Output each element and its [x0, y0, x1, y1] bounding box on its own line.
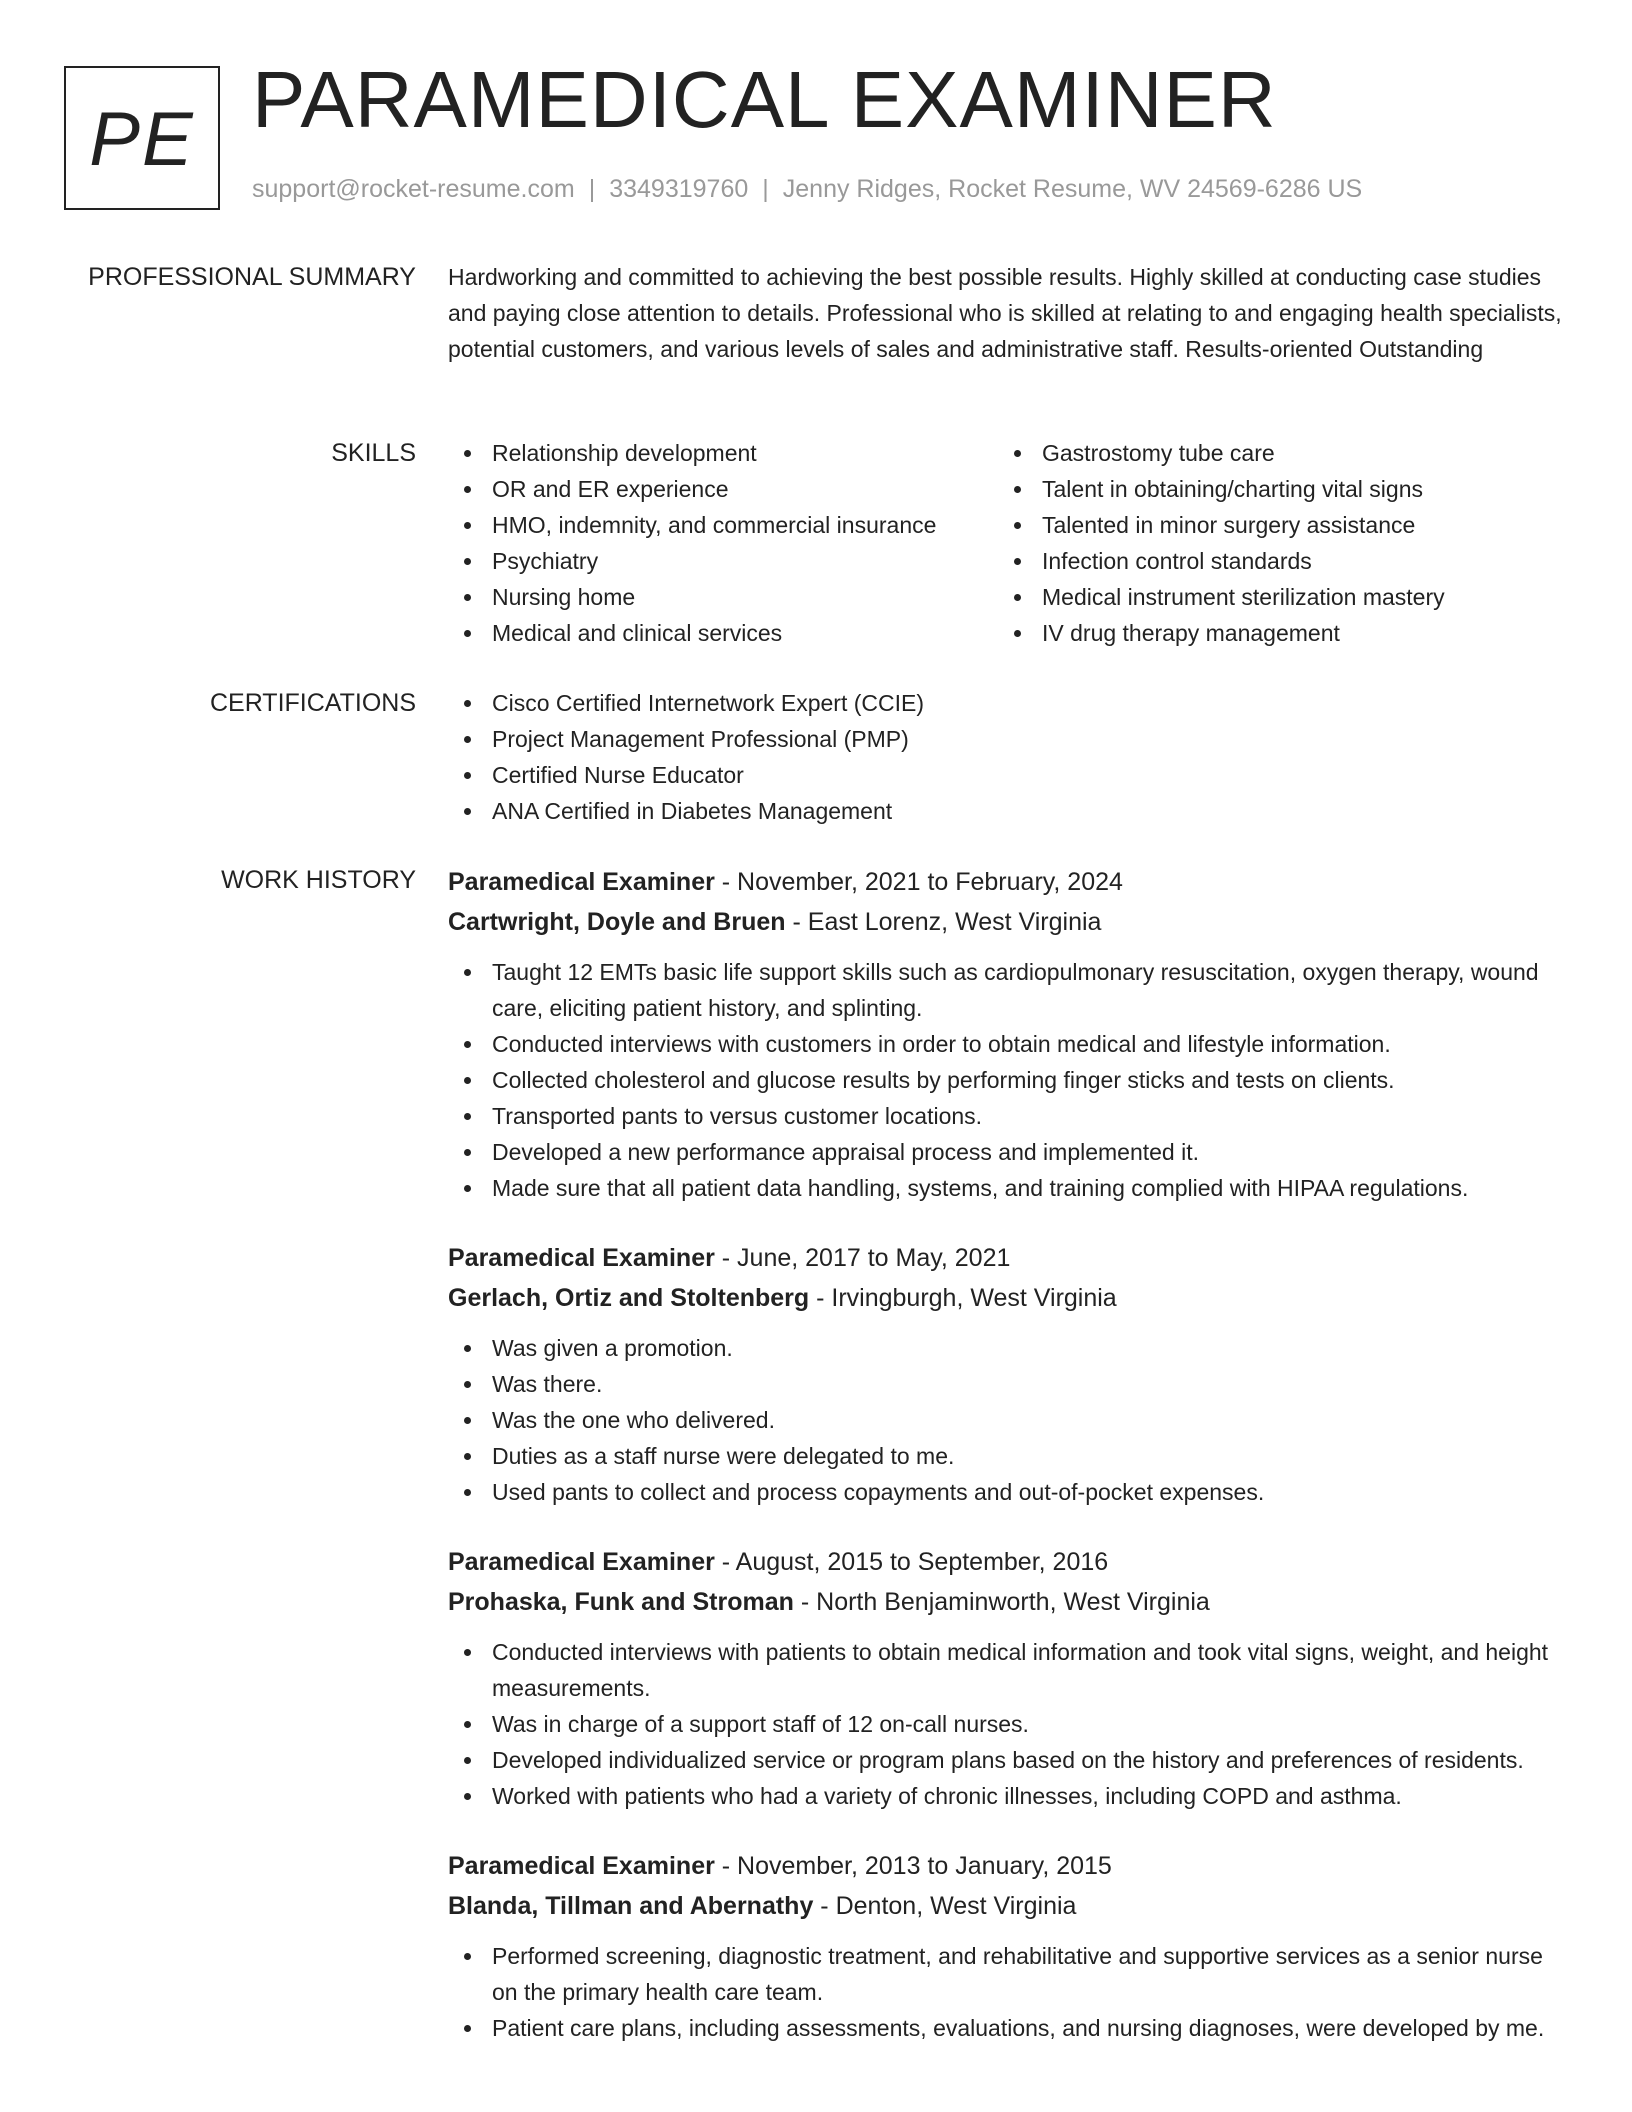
skill-item: Gastrostomy tube care — [998, 435, 1548, 471]
job-company-line — [448, 1886, 1564, 1926]
job-entry — [448, 862, 1564, 1206]
contact-phone: 3349319760 — [609, 175, 749, 203]
job-dates: - November, 2021 to February, 2024 — [714, 868, 1123, 896]
job-company-line — [448, 1582, 1564, 1622]
job-duties-list — [448, 1330, 1564, 1510]
job-company-line — [448, 902, 1564, 942]
skills-list-right — [998, 435, 1548, 651]
skill-item: Medical instrument sterilization mastery — [998, 579, 1548, 615]
job-duty: Developed a new performance appraisal process and implemented it. — [448, 1134, 1564, 1170]
job-title: Paramedical Examiner — [448, 868, 715, 896]
job-duty: Collected cholesterol and glucose results by performing finger sticks and tests on clients. — [448, 1062, 1564, 1098]
job-duty: Was the one who delivered. — [448, 1402, 1564, 1438]
job-entry — [448, 1542, 1564, 1814]
skill-item: Talented in minor surgery assistance — [998, 507, 1548, 543]
job-title-line — [448, 1542, 1564, 1582]
contact-line — [252, 174, 1362, 204]
skill-item: OR and ER experience — [448, 471, 998, 507]
job-title: Paramedical Examiner — [448, 1244, 715, 1272]
skill-item: HMO, indemnity, and commercial insurance — [448, 507, 998, 543]
certifications-heading: CERTIFICATIONS — [209, 689, 416, 717]
job-duty: Was in charge of a support staff of 12 on-call nurses. — [448, 1706, 1564, 1742]
job-duty: Conducted interviews with customers in order to obtain medical and lifestyle information. — [448, 1026, 1564, 1062]
job-duty: Transported pants to versus customer locations. — [448, 1098, 1564, 1134]
job-duty: Used pants to collect and process copayments and out-of-pocket expenses. — [448, 1474, 1564, 1510]
skill-item: Infection control standards — [998, 543, 1548, 579]
job-location: - Irvingburgh, West Virginia — [809, 1284, 1117, 1312]
contact-address: Jenny Ridges, Rocket Resume, WV 24569-6286 US — [782, 175, 1363, 203]
job-duty: Worked with patients who had a variety of chronic illnesses, including COPD and asthma. — [448, 1778, 1564, 1814]
job-duty: Was there. — [448, 1366, 1564, 1402]
monogram-box — [64, 66, 220, 210]
job-company-line — [448, 1278, 1564, 1318]
job-duty: Patient care plans, including assessments, evaluations, and nursing diagnoses, were developed by me. — [448, 2010, 1564, 2046]
summary-text: Hardworking and committed to achieving the best possible results. Highly skilled at conducting case studies and paying close attention to details. Professional who is skilled at relating to and engaging health specialists, potential customers, and various levels of sales and administrative staff. Results-oriented Outstanding — [448, 264, 1562, 362]
certification-item: Certified Nurse Educator — [448, 757, 1564, 793]
job-dates: - November, 2013 to January, 2015 — [714, 1852, 1112, 1880]
work-history-body — [448, 862, 1564, 2078]
job-company: Cartwright, Doyle and Bruen — [448, 908, 786, 936]
job-company: Prohaska, Funk and Stroman — [448, 1588, 794, 1616]
job-duty: Taught 12 EMTs basic life support skills such as cardiopulmonary resuscitation, oxygen therapy, wound care, eliciting patient history, and splinting. — [448, 954, 1564, 1026]
job-title-line — [448, 1846, 1564, 1886]
job-title: Paramedical Examiner — [448, 1548, 715, 1576]
job-duty: Was given a promotion. — [448, 1330, 1564, 1366]
job-duty: Performed screening, diagnostic treatment, and rehabilitative and supportive services as a senior nurse on the primary health care team. — [448, 1938, 1564, 2010]
certifications-body — [448, 685, 1564, 829]
job-title: Paramedical Examiner — [448, 1852, 715, 1880]
job-title-line — [448, 862, 1564, 902]
job-location: - East Lorenz, West Virginia — [785, 908, 1102, 936]
job-duty: Duties as a staff nurse were delegated to me. — [448, 1438, 1564, 1474]
job-duty: Made sure that all patient data handling, systems, and training complied with HIPAA regulations. — [448, 1170, 1564, 1206]
job-location: - Denton, West Virginia — [813, 1892, 1077, 1920]
job-duties-list — [448, 1634, 1564, 1814]
job-title-line — [448, 1238, 1564, 1278]
monogram-initials: PE — [89, 96, 195, 182]
work-history-heading: WORK HISTORY — [221, 866, 416, 894]
job-company: Gerlach, Ortiz and Stoltenberg — [448, 1284, 810, 1312]
skill-item: Psychiatry — [448, 543, 998, 579]
contact-separator: | — [762, 175, 769, 203]
skill-item: Medical and clinical services — [448, 615, 998, 651]
contact-email: support@rocket-resume.com — [252, 175, 575, 203]
job-location: - North Benjaminworth, West Virginia — [793, 1588, 1210, 1616]
skill-item: Talent in obtaining/charting vital signs — [998, 471, 1548, 507]
skills-list-left — [448, 435, 998, 651]
certification-item: ANA Certified in Diabetes Management — [448, 793, 1564, 829]
skills-heading: SKILLS — [331, 439, 416, 467]
certifications-list — [448, 685, 1564, 829]
contact-separator: | — [588, 175, 596, 203]
certification-item: Cisco Certified Internetwork Expert (CCIE) — [448, 685, 1564, 721]
resume-name: PARAMEDICAL EXAMINER — [252, 55, 1277, 144]
job-duties-list — [448, 1938, 1564, 2046]
skills-body — [448, 435, 1564, 651]
job-entry — [448, 1846, 1564, 2046]
job-duty: Conducted interviews with patients to obtain medical information and took vital signs, weight, and height measurements. — [448, 1634, 1564, 1706]
job-duties-list — [448, 954, 1564, 1206]
job-entry — [448, 1238, 1564, 1510]
job-duty: Developed individualized service or program plans based on the history and preferences of residents. — [448, 1742, 1564, 1778]
job-dates: - August, 2015 to September, 2016 — [714, 1548, 1109, 1576]
skill-item: Nursing home — [448, 579, 998, 615]
skill-item: IV drug therapy management — [998, 615, 1548, 651]
skill-item: Relationship development — [448, 435, 998, 471]
job-dates: - June, 2017 to May, 2021 — [714, 1244, 1011, 1272]
certification-item: Project Management Professional (PMP) — [448, 721, 1564, 757]
job-company: Blanda, Tillman and Abernathy — [448, 1892, 814, 1920]
summary-heading: PROFESSIONAL SUMMARY — [88, 263, 416, 291]
